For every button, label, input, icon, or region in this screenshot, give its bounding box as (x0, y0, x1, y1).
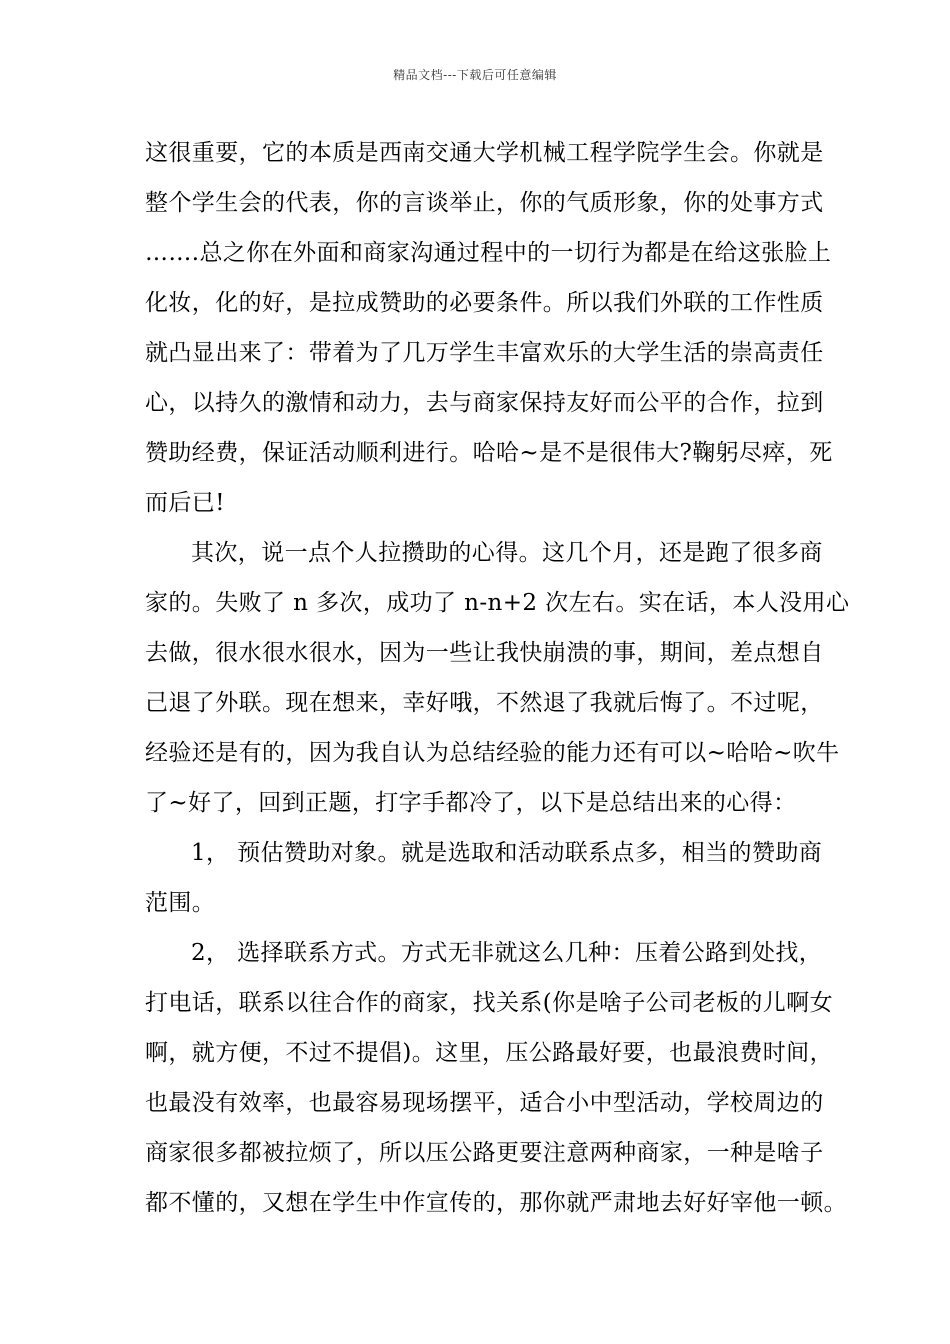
text-line: 就凸显出来了：带着为了几万学生丰富欢乐的大学生活的崇高责任 (145, 340, 824, 366)
text-line: 都不懂的，又想在学生中作宣传的，那你就严肃地去好好宰他一顿。 (145, 1190, 847, 1216)
text-line: 也最没有效率，也最容易现场摆平，适合小中型活动，学校周边的 (145, 1090, 824, 1116)
text-line: 打电话，联系以往合作的商家，找关系(你是啥子公司老板的儿啊女 (145, 990, 833, 1016)
text-line: 己退了外联。现在想来，幸好哦，不然退了我就后悔了。不过呢， (145, 690, 824, 716)
text-line: 了~好了，回到正题，打字手都冷了，以下是总结出来的心得： (145, 790, 797, 816)
text-line: 商家很多都被拉烦了，所以压公路更要注意两种商家，一种是啥子 (145, 1140, 824, 1166)
document-body (145, 128, 850, 1228)
text-line: 家的。失败了 n 多次，成功了 n-n+2 次左右。实在话，本人没用心 (145, 590, 850, 616)
text-line: 化妆，化的好，是拉成赞助的必要条件。所以我们外联的工作性质 (145, 290, 824, 316)
text-line: 而后已! (145, 490, 225, 516)
page-header: 精品文档---下载后可任意编辑 (393, 68, 557, 82)
text-line: 经验还是有的，因为我自认为总结经验的能力还有可以~哈哈~吹牛 (145, 740, 840, 766)
text-line: 赞助经费，保证活动顺利进行。哈哈~是不是很伟大?鞠躬尽瘁，死 (145, 440, 833, 466)
text-line: 2， 选择联系方式。方式无非就这么几种：压着公路到处找， (191, 940, 823, 966)
text-line: 其次，说一点个人拉攒助的心得。这几个月，还是跑了很多商 (191, 540, 823, 566)
text-line: 整个学生会的代表，你的言谈举止，你的气质形象，你的处事方式 (145, 190, 824, 216)
text-line: …….总之你在外面和商家沟通过程中的一切行为都是在给这张脸上 (145, 240, 832, 266)
text-line: 这很重要，它的本质是西南交通大学机械工程学院学生会。你就是 (145, 140, 824, 166)
text-line: 范围。 (145, 890, 216, 916)
text-line: 1， 预估赞助对象。就是选取和活动联系点多，相当的赞助商 (191, 840, 823, 866)
text-line: 啊，就方便，不过不提倡)。这里，压公路最好要，也最浪费时间， (145, 1040, 833, 1066)
text-line: 去做，很水很水很水，因为一些让我快崩溃的事，期间，差点想自 (145, 640, 824, 666)
text-line: 心，以持久的激情和动力，去与商家保持友好而公平的合作，拉到 (145, 390, 824, 416)
